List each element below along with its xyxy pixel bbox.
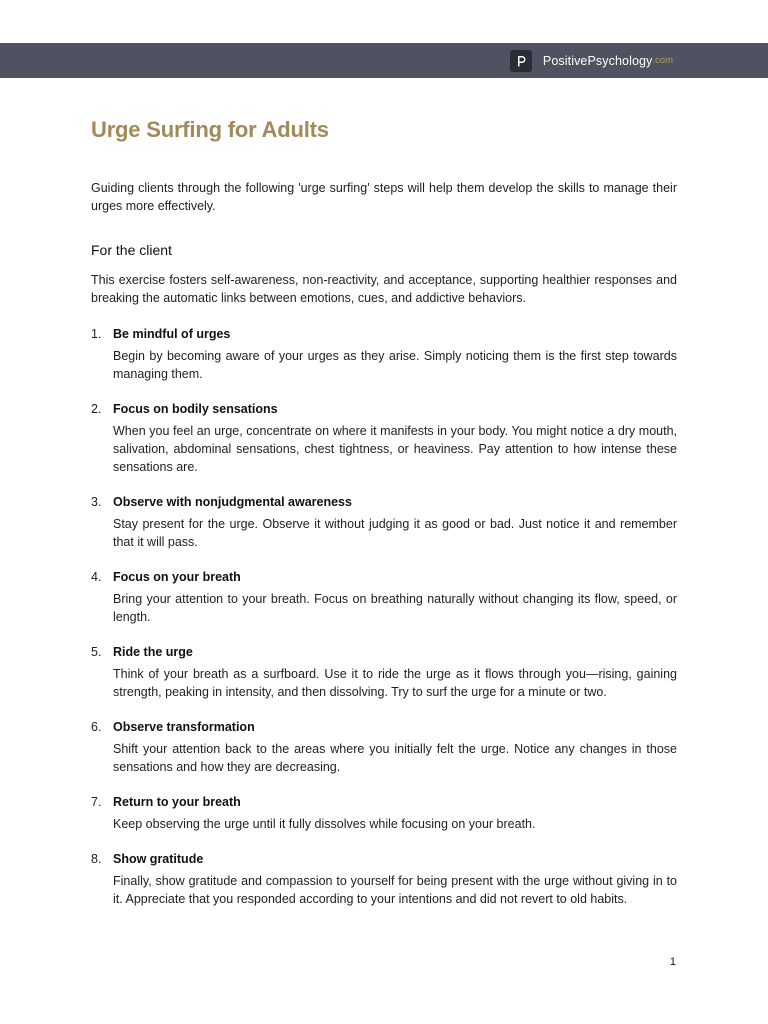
step-body: Finally, show gratitude and compassion to yourself for being present with the urge without giving in to it. Appreciate that you responded according to your intentions and did not revert to old habits. bbox=[113, 874, 677, 906]
steps-list bbox=[91, 325, 677, 925]
step-title: Show gratitude bbox=[113, 852, 204, 866]
step-number: 6. bbox=[91, 720, 102, 734]
step-number: 7. bbox=[91, 795, 102, 809]
step-title: Focus on bodily sensations bbox=[113, 402, 278, 416]
step-body: When you feel an urge, concentrate on where it manifests in your body. You might notice a dry mouth, salivation, abdominal sensations, chest tightness, or heaviness. Pay attention to how intense these sensations are. bbox=[113, 424, 677, 474]
document-title: Urge Surfing for Adults bbox=[91, 117, 329, 142]
step-title: Ride the urge bbox=[113, 645, 193, 659]
step-number: 1. bbox=[91, 327, 102, 341]
step-number: 8. bbox=[91, 852, 102, 866]
step-item bbox=[91, 493, 677, 551]
step-title: Observe transformation bbox=[113, 720, 255, 734]
step-number: 3. bbox=[91, 495, 102, 509]
step-item bbox=[91, 850, 677, 908]
step-item bbox=[91, 325, 677, 383]
step-title: Return to your breath bbox=[113, 795, 241, 809]
step-body: Keep observing the urge until it fully dissolves while focusing on your breath. bbox=[113, 817, 536, 831]
header-bar bbox=[0, 43, 768, 78]
section-intro: This exercise fosters self-awareness, non-reactivity, and acceptance, supporting healthier responses and breaking the automatic links between emotions, cues, and addictive behaviors. bbox=[91, 273, 677, 305]
step-title: Observe with nonjudgmental awareness bbox=[113, 495, 352, 509]
step-item bbox=[91, 568, 677, 626]
step-number: 5. bbox=[91, 645, 102, 659]
step-item bbox=[91, 718, 677, 776]
step-number: 4. bbox=[91, 570, 102, 584]
brand-name: PositivePsychology bbox=[542, 53, 653, 68]
step-number: 2. bbox=[91, 402, 102, 416]
page-number: 1 bbox=[669, 956, 676, 968]
step-item bbox=[91, 400, 677, 476]
step-title: Focus on your breath bbox=[113, 570, 241, 584]
step-title: Be mindful of urges bbox=[113, 327, 231, 341]
step-body: Stay present for the urge. Observe it without judging it as good or bad. Just notice it and remember that it will pass. bbox=[113, 517, 677, 549]
step-body: Shift your attention back to the areas where you initially felt the urge. Notice any changes in those sensations and how they are decreasing. bbox=[113, 742, 677, 774]
section-heading: For the client bbox=[91, 242, 172, 258]
step-body: Bring your attention to your breath. Focus on breathing naturally without changing its flow, speed, or length. bbox=[113, 592, 677, 624]
brand-logo-link[interactable] bbox=[510, 50, 673, 71]
intro-paragraph: Guiding clients through the following 'urge surfing' steps will help them develop the skills to manage their urges more effectively. bbox=[91, 181, 677, 213]
step-item bbox=[91, 793, 677, 833]
p-logo-icon bbox=[510, 50, 532, 72]
step-body: Think of your breath as a surfboard. Use it to ride the urge as it flows through you—rising, gaining strength, peaking in intensity, and then dissolving. Try to surf the urge for a minute or two. bbox=[113, 667, 677, 699]
step-item bbox=[91, 643, 677, 701]
step-body: Begin by becoming aware of your urges as they arise. Simply noticing them is the first step towards managing them. bbox=[113, 349, 677, 381]
brand-tld: .com bbox=[652, 55, 673, 66]
